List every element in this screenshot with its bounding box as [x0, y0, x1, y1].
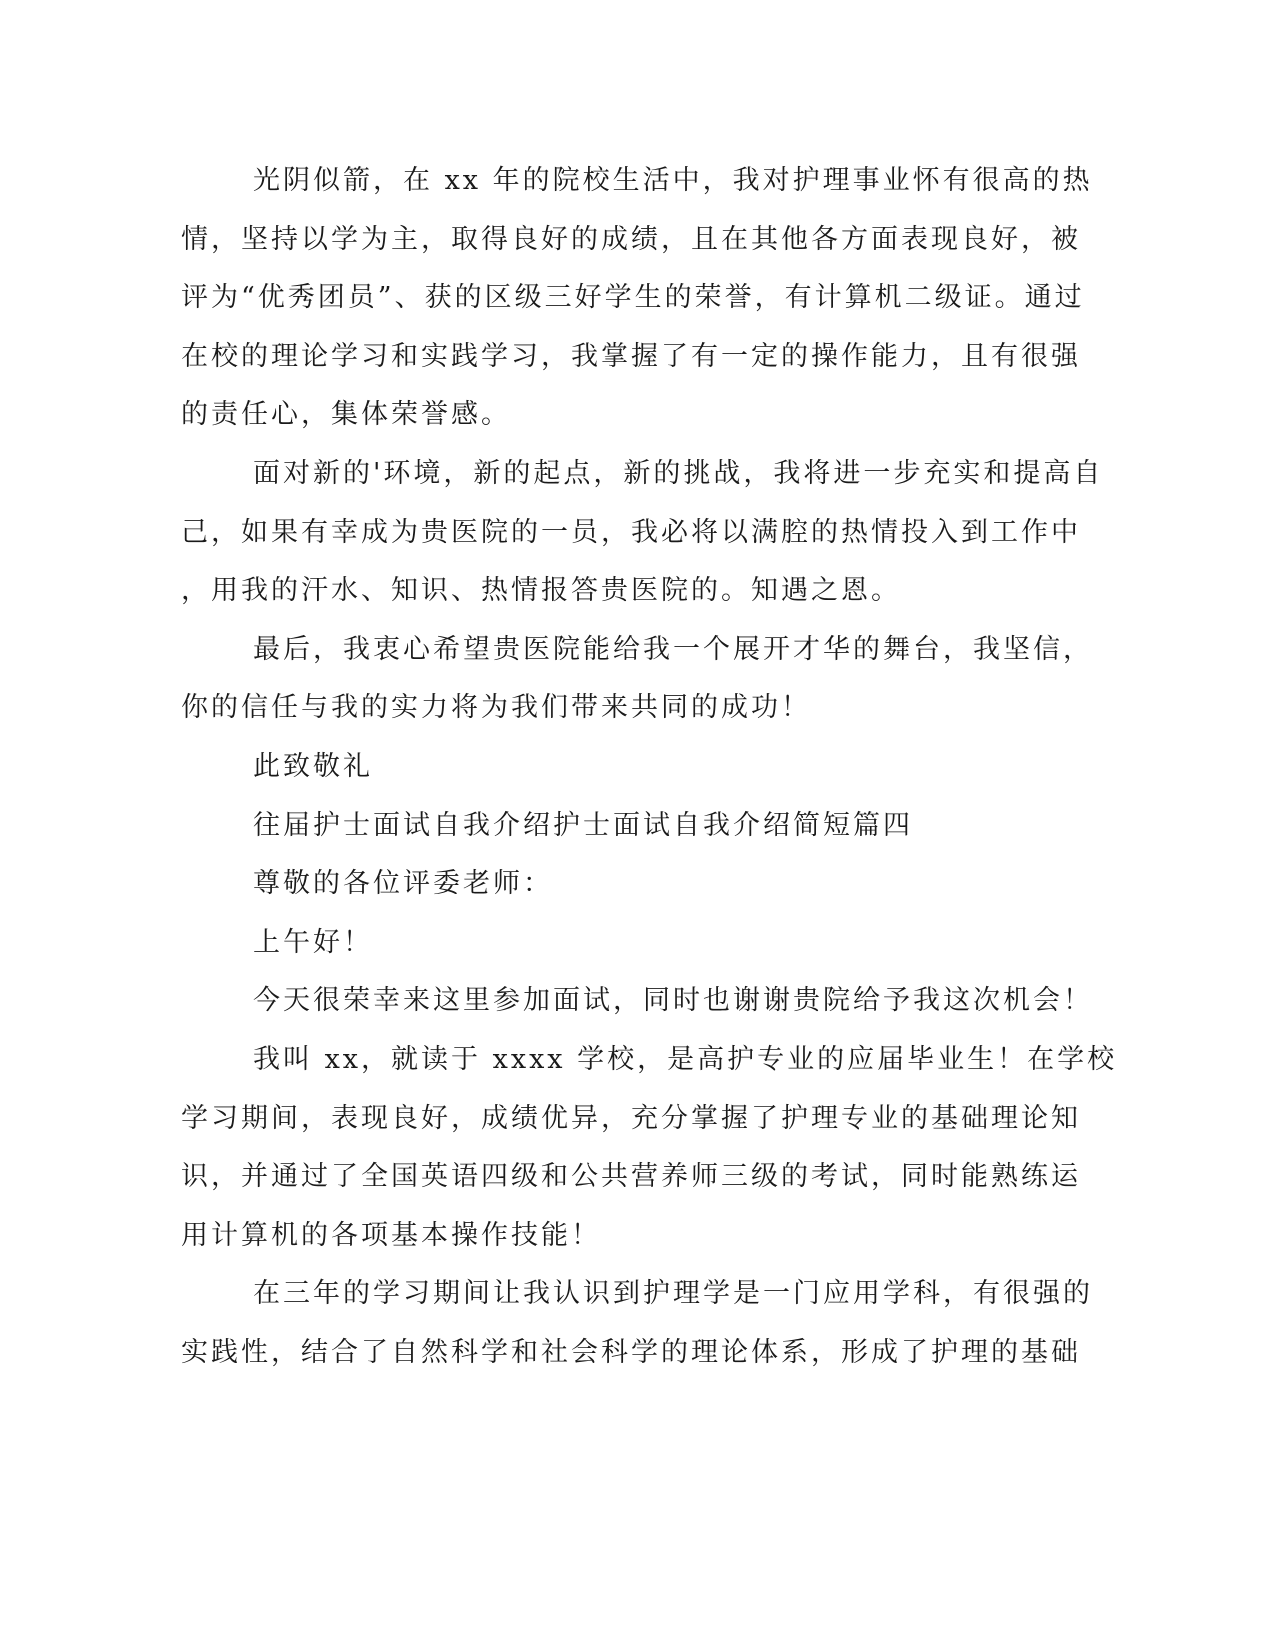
- text-line: 在校的理论学习和实践学习，我掌握了有一定的操作能力，且有很强: [181, 340, 1081, 372]
- text-line: 上午好！: [253, 926, 373, 958]
- text-line: 光阴似箭，在 xx 年的院校生活中，我对护理事业怀有很高的热: [253, 165, 1093, 196]
- text-line: 此致敬礼: [253, 750, 373, 782]
- text-line: 尊敬的各位评委老师：: [253, 868, 553, 900]
- text-line: 评为“优秀团员”、获的区级三好学生的荣誉，有计算机二级证。通过: [181, 282, 1085, 314]
- text-line: 己，如果有幸成为贵医院的一员，我必将以满腔的热情投入到工作中: [181, 516, 1081, 548]
- text-line: 学习期间，表现良好，成绩优异，充分掌握了护理专业的基础理论知: [181, 1102, 1081, 1134]
- text-line: 情，坚持以学为主，取得良好的成绩，且在其他各方面表现良好，被: [181, 223, 1081, 255]
- text-line: 用计算机的各项基本操作技能！: [181, 1219, 601, 1251]
- text-line: 实践性，结合了自然科学和社会科学的理论体系，形成了护理的基础: [181, 1336, 1081, 1368]
- text-line: 识，并通过了全国英语四级和公共营养师三级的考试，同时能熟练运: [181, 1161, 1081, 1193]
- text-line: 在三年的学习期间让我认识到护理学是一门应用学科，有很强的: [253, 1278, 1093, 1310]
- text-line: 最后，我衷心希望贵医院能给我一个展开才华的舞台，我坚信，: [253, 633, 1093, 665]
- text-line: 你的信任与我的实力将为我们带来共同的成功！: [181, 692, 811, 724]
- text-line: 今天很荣幸来这里参加面试，同时也谢谢贵院给予我这次机会！: [253, 985, 1093, 1017]
- text-line: ，用我的汗水、知识、热情报答贵医院的。知遇之恩。: [181, 575, 901, 607]
- text-line: 我叫 xx，就读于 xxxx 学校，是高护专业的应届毕业生！在学校: [253, 1043, 1118, 1075]
- text-line: 往届护士面试自我介绍护士面试自我介绍简短篇四: [253, 809, 913, 841]
- document-body: [181, 162, 1118, 1392]
- text-line: 面对新的'环境，新的起点，新的挑战，我将进一步充实和提高自: [253, 457, 1104, 489]
- text-line: 的责任心，集体荣誉感。: [181, 399, 511, 431]
